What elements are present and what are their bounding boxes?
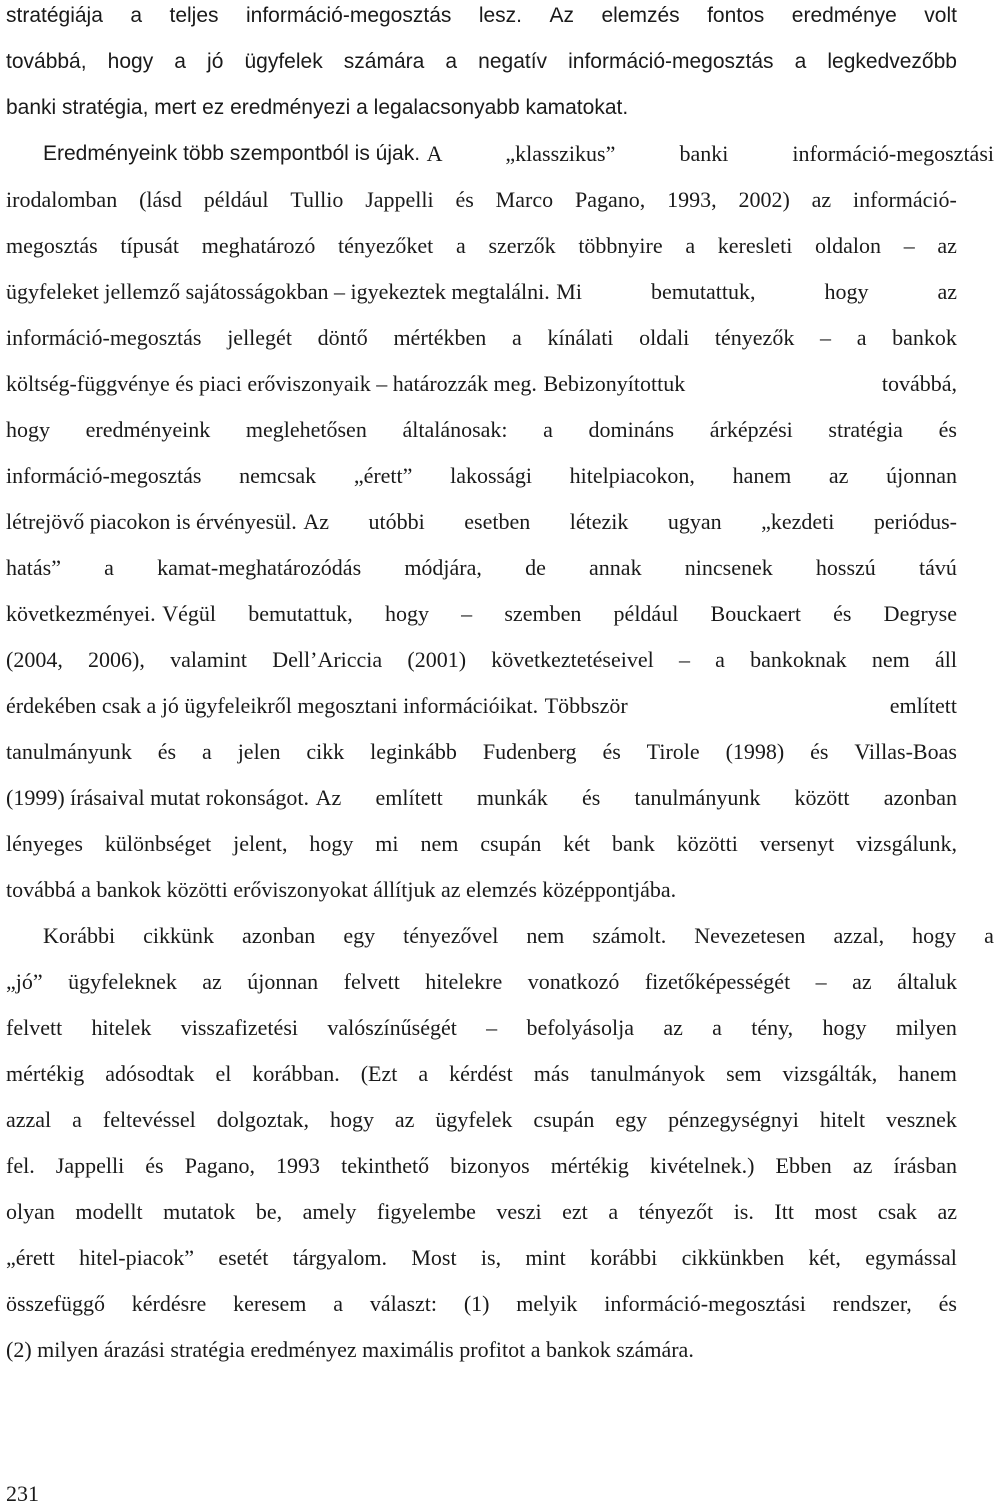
word: valószínűségét [327,1015,457,1040]
word: de [525,555,546,580]
text-line [6,920,994,960]
word: felvett [6,1015,63,1040]
word: hitelek [91,1015,152,1040]
word: rendszer, [832,1291,912,1316]
word: a [543,417,553,442]
word: – [678,647,690,672]
word: hitel-piacok” [79,1245,195,1270]
word: hitelt [819,1107,866,1132]
word: bankok [892,325,957,350]
word: eredményeink [85,417,211,442]
word: az [937,233,957,258]
word: választ: [369,1291,438,1316]
word: a [445,50,458,73]
word: Pagano, [574,187,646,212]
word: meghatározó [201,233,316,258]
word: 2002) [738,187,790,212]
word: Pagano, [184,1153,255,1178]
word: vonatkozó [527,969,620,994]
word: egymással [865,1245,957,1270]
text-line [6,644,957,684]
text-line [6,736,957,776]
word: melyik [516,1291,578,1316]
word: vizsgálunk, [856,831,957,856]
word: volt [924,4,957,27]
word: és [938,417,957,442]
word: veszi [496,1199,542,1224]
word: kivételnek.) [650,1153,755,1178]
text-line [6,460,957,500]
word: teljes [169,4,219,27]
word: 2006), [88,647,145,672]
word: többnyire [578,233,663,258]
word: a [715,647,725,672]
word: valamint [170,647,248,672]
text-line: banki stratégia, mert ez eredményezi a legalacsonyabb kamatokat. [6,96,629,119]
word: azzal, [833,923,885,948]
word: egy [343,923,376,948]
text-line [6,828,957,868]
page-number: 231 [6,1481,39,1506]
word: hitelpiacokon, [569,463,695,488]
word: „érett [6,1245,55,1270]
word: be, [255,1199,283,1224]
word: megosztás [6,233,98,258]
word: (1) [463,1291,490,1316]
word: továbbá, [6,50,87,73]
word: hosszú [815,555,876,580]
word: annak [589,555,642,580]
word: az [202,969,222,994]
word: negatív [478,50,548,73]
word: stratégia [828,417,903,442]
word: Villas-Boas [854,739,957,764]
word: mértékig [6,1061,85,1086]
word: a [511,325,522,350]
text-span: Végül bemutattuk, hogy – szemben például Bouckaert és Degryse [162,601,957,626]
text-line [6,1150,957,1190]
word: mutatok [163,1199,236,1224]
word: csupán [480,831,542,856]
text-line [6,184,957,224]
word: hatás” [6,555,61,580]
word: oldalon [815,233,881,258]
word: kérdést [449,1061,513,1086]
word: módjára, [404,555,482,580]
word: Most [411,1245,457,1270]
word: hogy [6,417,50,442]
word: Fudenberg [482,739,577,764]
word: Tirole [646,739,700,764]
word: a [856,325,867,350]
word: cikkünk [143,923,214,948]
word: az [663,1015,683,1040]
word: domináns [588,417,675,442]
word: oldali [639,325,690,350]
word: tény, [751,1015,794,1040]
word: Az [549,4,574,27]
word: eredménye [791,4,897,27]
text-line [6,782,957,822]
word: kérdésre [131,1291,207,1316]
text-line [6,0,957,40]
text-line [6,552,957,592]
word: visszafizetési [180,1015,298,1040]
word: – [815,969,827,994]
word: meglehetősen [245,417,367,442]
text-span: érdekében csak a jó ügyfeleikről megosztani információikat. [6,693,539,718]
text-line [6,322,957,362]
word: a [685,233,696,258]
text-span: ügyfeleket jellemző sajátosságokban – igyekeztek megtalálni. [6,279,550,304]
word: a [202,739,212,764]
word: nemcsak [239,463,317,488]
text-span: Az említett munkák és tanulmányunk között azonban [315,785,957,810]
word: (2004, [6,647,63,672]
word: adósodtak [105,1061,195,1086]
word: és [455,187,474,212]
word: általánosak: [402,417,508,442]
word: Tullio [290,187,344,212]
word: nem [871,647,910,672]
word: lakossági [450,463,532,488]
word: hogy [329,1107,374,1132]
word: amely [302,1199,357,1224]
word: nem [526,923,565,948]
word: (Ezt [360,1061,398,1086]
word: szerzők [488,233,556,258]
text-span: (1999) írásaival mutat rokonságot. [6,785,310,810]
word: hogy [822,1015,867,1040]
word: keresleti [717,233,793,258]
word: a [418,1061,429,1086]
word: Ebben [775,1153,832,1178]
word: árképzési [709,417,793,442]
word: az [937,1199,957,1224]
word: és [157,739,177,764]
word: olyan [6,1199,55,1224]
text-span: Az utóbbi esetben létezik ugyan „kezdeti periódus- [303,509,957,534]
word: (2001) [407,647,467,672]
text-span: Mi bemutattuk, hogy az [556,279,957,304]
word: 1993, [667,187,717,212]
word: a [104,555,114,580]
word: bank [612,831,655,856]
word: információ- [853,187,957,212]
word: a [712,1015,722,1040]
word: típusát [120,233,180,258]
word: cikkünkben [681,1245,785,1270]
word: mértékben [393,325,487,350]
word: ügyfelek [244,50,323,73]
word: újonnan [886,463,957,488]
word: és [145,1153,164,1178]
word: Jappelli [55,1153,125,1178]
text-line [6,230,957,270]
word: ügyfeleknek [68,969,177,994]
word: modellt [75,1199,143,1224]
word: elemzés [601,4,680,27]
word: – [820,325,831,350]
word: hogy [309,831,354,856]
word: „érett” [353,463,413,488]
word: lényeges [6,831,83,856]
word: esetét [218,1245,269,1270]
text-line: (2) milyen árazási stratégia eredményez maximális profitot a bankok számára. [6,1337,694,1362]
word: „jó” [6,969,43,994]
word: írásban [893,1153,957,1178]
word: is, [480,1245,502,1270]
word: mértékig [550,1153,629,1178]
word: stratégiája [6,4,103,27]
word: (lásd [139,187,182,212]
word: fontos [707,4,765,27]
word: vesznek [886,1107,957,1132]
text-line [6,1104,957,1144]
text-line [6,1012,957,1052]
text-line [6,1196,957,1236]
word: kínálati [547,325,614,350]
word: 1993 [276,1153,321,1178]
word: a [72,1107,82,1132]
word: csupán [533,1107,595,1132]
word: tárgyalom. [292,1245,388,1270]
word: az [811,187,832,212]
word: például [203,187,269,212]
word: információ-megosztás [6,325,202,350]
word: korábban. [252,1061,340,1086]
word: mint [525,1245,566,1270]
word: jó [207,50,224,73]
word: következtetéseivel [491,647,654,672]
word: hitelekre [425,969,503,994]
word: pénzegységnyi [668,1107,799,1132]
word: feltevéssel [102,1107,196,1132]
word: Jappelli [365,187,434,212]
word: irodalomban [6,187,118,212]
word: dolgoztak, [216,1107,309,1132]
word: korábbi [590,1245,658,1270]
text-line [6,1242,957,1282]
word: a [608,1199,619,1224]
word: információ-megosztási [604,1291,806,1316]
word: csak [877,1199,917,1224]
word: hogy [912,923,957,948]
word: is. [733,1199,754,1224]
word: Dell’Ariccia [272,647,383,672]
text-span: következményei. [6,601,156,626]
word: összefüggő [6,1291,105,1316]
word: a [794,50,807,73]
word: Nevezetesen [694,923,806,948]
word: a [333,1291,343,1316]
word: általuk [897,969,957,994]
word: tanulmányok [590,1061,706,1086]
word: áll [934,647,957,672]
word: tényezővel [403,923,499,948]
word: tényezők [714,325,795,350]
text-line [6,1288,957,1328]
word: a [455,233,466,258]
word: és [810,739,829,764]
text-span: Többször említett [544,693,957,718]
word: Itt [774,1199,794,1224]
word: sem [726,1061,762,1086]
word: újonnan [247,969,319,994]
word: legkedvezőbb [827,50,957,73]
word: és [602,739,621,764]
word: információ-megosztás [245,4,452,27]
word: hogy [107,50,154,73]
word: tanulmányunk [6,739,132,764]
word: hanem [732,463,792,488]
word: a [130,4,143,27]
word: tekinthető [341,1153,430,1178]
word: és [938,1291,957,1316]
word: Korábbi [43,923,116,948]
word: – [486,1015,498,1040]
word: jelent, [233,831,288,856]
word: nem [420,831,459,856]
text-line [6,368,957,408]
word: fel. [6,1153,35,1178]
word: más [533,1061,570,1086]
word: cikk [306,739,345,764]
word: egy [615,1107,648,1132]
word: Marco [495,187,554,212]
word: versenyt [759,831,835,856]
text-line [6,966,957,1006]
word: közötti [676,831,738,856]
word: (1998) [725,739,785,764]
word: két, [808,1245,841,1270]
word: a [174,50,186,73]
word: vizsgálták, [782,1061,878,1086]
word: felvett [343,969,400,994]
word: információ-megosztás [6,463,202,488]
word: az [852,969,872,994]
word: azonban [242,923,316,948]
word: az [394,1107,415,1132]
word: jelen [237,739,281,764]
word: a [984,923,994,948]
word: leginkább [370,739,457,764]
text-span: Eredményeink több szempontból is újak. [43,142,421,165]
word: információ-megosztás [568,50,774,73]
word: – [903,233,915,258]
word: befolyásolja [526,1015,634,1040]
word: mi [375,831,399,856]
word: most [814,1199,858,1224]
word: nincsenek [684,555,773,580]
text-line [6,1058,957,1098]
word: azzal [6,1107,52,1132]
text-span: A „klasszikus” banki információ-megosztási [426,141,994,166]
word: számolt. [592,923,667,948]
word: lesz. [478,4,523,27]
word: az [852,1153,873,1178]
text-line [6,414,957,454]
text-line [6,276,957,316]
text-line: továbbá a bankok közötti erőviszonyokat állítjuk az elemzés középpontjába. [6,877,677,902]
word: távú [919,555,957,580]
word: hanem [898,1061,957,1086]
text-line [6,138,994,178]
word: tényezőket [338,233,434,258]
word: figyelembe [376,1199,476,1224]
word: jellegét [227,325,292,350]
word: két [563,831,591,856]
word: tényezőt [638,1199,714,1224]
text-line [6,506,957,546]
word: keresem [233,1291,307,1316]
word: el [215,1061,232,1086]
text-span: Bebizonyítottuk továbbá, [543,371,957,396]
text-line [6,690,957,730]
text-span: létrejövő piacokon is érvényesül. [6,509,297,534]
text-line [6,598,957,638]
text-span: költség-függvénye és piaci erőviszonyaik – határozzák meg. [6,371,537,396]
word: döntő [317,325,368,350]
word: fizetőképességét [644,969,791,994]
word: milyen [895,1015,957,1040]
text-line [6,46,957,86]
word: ezt [562,1199,588,1224]
word: bankoknak [750,647,847,672]
word: az [828,463,849,488]
word: különbséget [104,831,212,856]
word: ügyfelek [435,1107,513,1132]
word: számára [343,50,425,73]
word: kamat-meghatározódás [157,555,362,580]
word: bizonyos [450,1153,530,1178]
